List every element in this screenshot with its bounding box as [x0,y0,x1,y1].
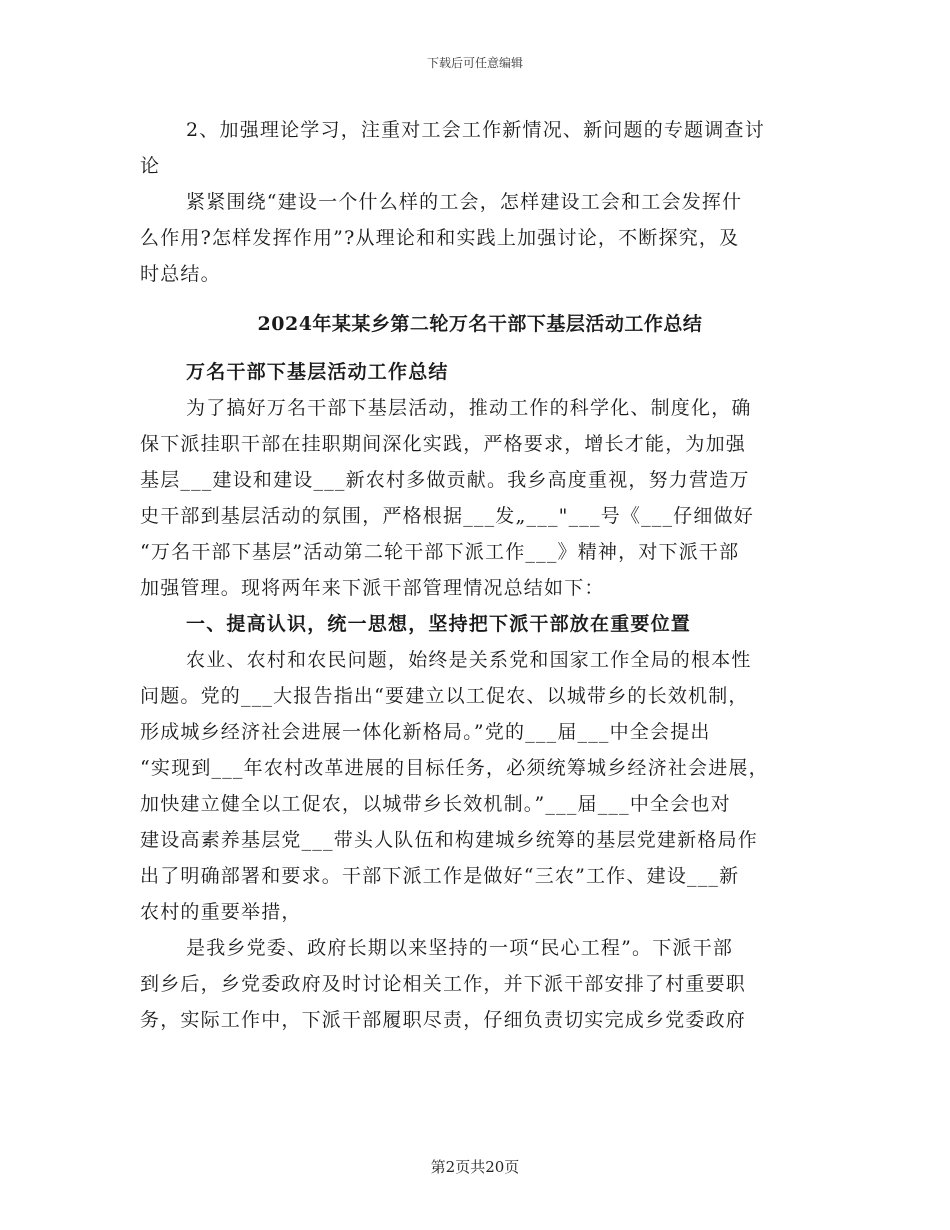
text-line: 农业、农村和农民问题，始终是关系党和国家工作全局的根本性 [186,649,752,671]
page-number: 第2页共20页 [430,1158,520,1176]
text-line: 出了明确部署和要求。干部下派工作是做好“三农”工作、建设___新 [140,865,740,887]
text-line: “实现到___年农村改革进展的目标任务，必须统筹城乡经济社会进展， [140,757,769,779]
text-line: 史干部到基层活动的氛围，严格根据___发„___"___号《___仔细做好 [140,505,754,527]
text-line: 建设高素养基层党___带头人队伍和构建城乡统筹的基层党建新格局作 [140,829,758,851]
text-line: “万名干部下基层”活动第二轮干部下派工作___》精神，对下派干部 [140,541,740,563]
text-line: 保下派挂职干部在挂职期间深化实践，严格要求，增长才能，为加强 [140,433,747,455]
text-line: 加强管理。现将两年来下派干部管理情况总结如下： [140,577,605,599]
text-line: 加快建立健全以工促农，以城带乡长效机制。”___届___中全会也对 [140,793,731,815]
text-line: 问题。党的___大报告指出“要建立以工促农、以城带乡的长效机制， [140,685,749,707]
text-line: 时总结。 [140,263,221,285]
text-line: 基层___建设和建设___新农村多做贡献。我乡高度重视，努力营造万 [140,469,750,491]
text-line: 务，实际工作中，下派干部履职尽责，仔细负责切实完成乡党委政府 [140,1009,747,1031]
text-line: 到乡后，乡党委政府及时讨论相关工作，并下派干部安排了村重要职 [140,973,747,995]
document-body [140,112,820,1038]
document-subtitle: 万名干部下基层活动工作总结 [186,361,449,383]
text-line: 形成城乡经济社会进展一体化新格局。”党的___届___中全会提出 [140,721,711,743]
text-line: 农村的重要举措， [140,901,302,923]
text-line: 2、加强理论学习，注重对工会工作新情况、新问题的专题调查讨 [186,119,765,141]
text-line: 是我乡党委、政府长期以来坚持的一项“民心工程”。下派干部 [186,937,734,959]
document-title: 2024年某某乡第二轮万名干部下基层活动工作总结 [257,313,703,335]
text-line: 紧紧围绕“建设一个什么样的工会，怎样建设工会和工会发挥什 [186,191,743,213]
text-line: 为了搞好万名干部下基层活动，推动工作的科学化、制度化，确 [186,397,752,419]
page-header-note: 下载后可任意编辑 [426,56,523,70]
text-line: 论 [140,155,161,177]
section-heading: 一、提高认识，统一思想，坚持把下派干部放在重要位置 [186,613,692,635]
text-line: 么作用?怎样发挥作用”?从理论和和实践上加强讨论，不断探究，及 [140,227,740,249]
